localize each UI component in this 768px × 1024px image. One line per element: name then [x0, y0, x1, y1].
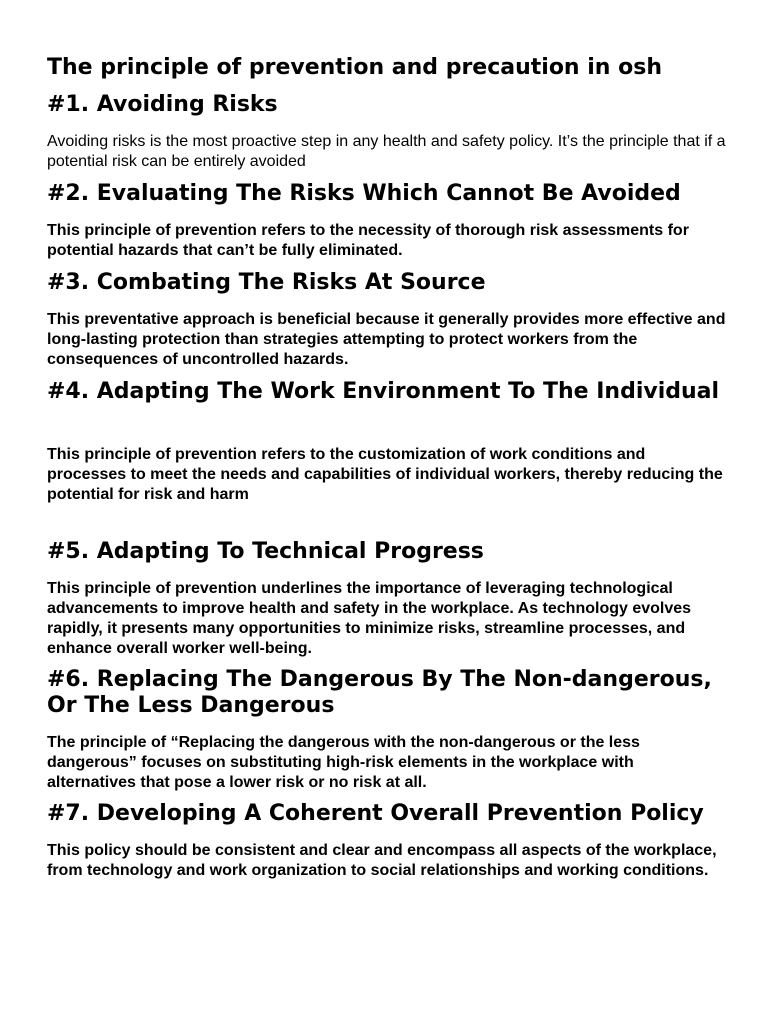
- section-replacing-dangerous: [47, 667, 727, 793]
- document-title: The principle of prevention and precaution in osh: [47, 55, 662, 80]
- section-heading: #2. Evaluating The Risks Which Cannot Be Avoided: [47, 181, 681, 206]
- section-heading: #7. Developing A Coherent Overall Prevention Policy: [47, 801, 704, 826]
- section-body: This principle of prevention refers to the necessity of thorough risk assessments for potential hazards that can’t be fully eliminated.: [47, 222, 689, 259]
- section-prevention-policy: [47, 801, 727, 881]
- section-body: This principle of prevention refers to the customization of work conditions and processes to meet the needs and capabilities of individual workers, thereby reducing the potential for risk and harm: [47, 446, 723, 503]
- section-body: This policy should be consistent and clear and encompass all aspects of the workplace, from technology and work organization to social relationships and working conditions.: [47, 842, 717, 879]
- section-body: This preventative approach is beneficial because it generally provides more effective and long-lasting protection than strategies attempting to protect workers from the consequences of uncontrolled hazards.: [47, 311, 726, 368]
- section-evaluating-risks: [47, 181, 727, 261]
- section-heading: #4. Adapting The Work Environment To The Individual: [47, 379, 720, 404]
- section-combating-risks: [47, 270, 727, 370]
- section-heading: #3. Combating The Risks At Source: [47, 270, 486, 295]
- section-technical-progress: [47, 539, 727, 659]
- section-heading: #5. Adapting To Technical Progress: [47, 539, 484, 564]
- section-avoiding-risks: [47, 92, 727, 172]
- section-body: The principle of “Replacing the dangerous with the non-dangerous or the less dangerous” focuses on substituting high-risk elements in the workplace with alternatives that pose a lower risk or no risk at all.: [47, 734, 640, 791]
- section-body: This principle of prevention underlines the importance of leveraging technological advancements to improve health and safety in the workplace. As technology evolves rapidly, it presents many opportunities to minimize risks, streamline processes, and enhance overall worker well-being.: [47, 580, 692, 657]
- section-heading: #1. Avoiding Risks: [47, 92, 278, 117]
- section-heading: #6. Replacing The Dangerous By The Non-dangerous, Or The Less Dangerous: [47, 667, 712, 718]
- section-adapting-work-environment: [47, 379, 727, 505]
- section-body: Avoiding risks is the most proactive step in any health and safety policy. It’s the principle that if a potential risk can be entirely avoided: [47, 133, 726, 170]
